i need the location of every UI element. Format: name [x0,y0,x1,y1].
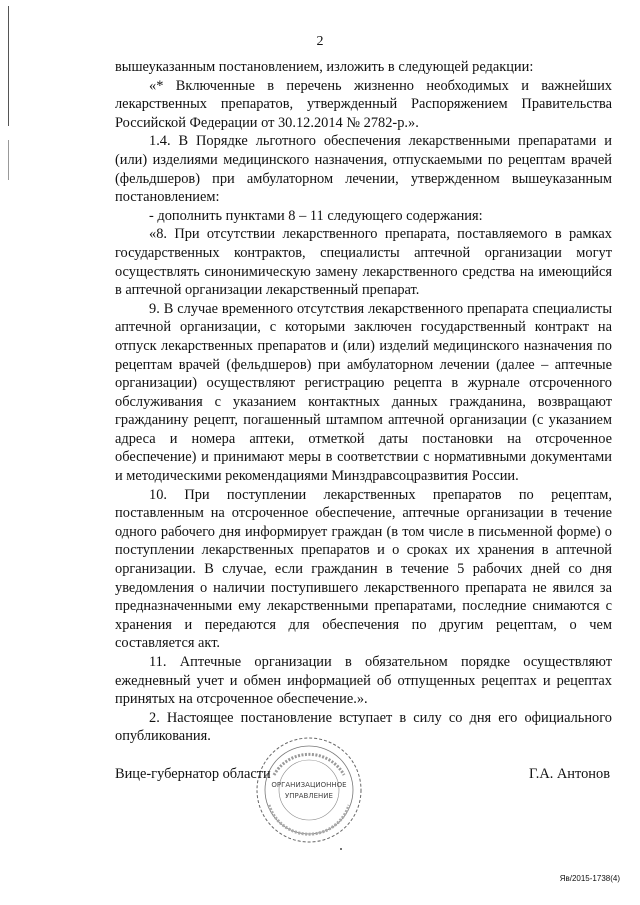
paragraph: вышеуказанным постановлением, изложить в следующей редакции: [115,59,534,75]
paragraph: 11. Аптечные организации в обязательном порядке осуществляют ежедневный учет и обмен информацией об отпущенных рецептах и рецептах принятых на отсроченное обеспечение.». [115,654,612,708]
paragraph: 9. В случае временного отсутствия лекарственного препарата специалисты аптечной организации, с которыми заключен государственный контракт на отпуск лекарственных препаратов и (или) изделий медицинского назначения по рецептам врачей (фельдшеров) при амбулаторном лечении (далее – аптечные организации) осуществляют регистрацию рецепта в журнале отсроченного обслуживания с указанием контактных данных гражданина, возвращают гражданину рецепт, погашенный штампом аптечной организации (с указанием адреса и номера аптеки, отметкой даты постановки на отсроченное обеспечение) и принимают меры в соответствии с нормативными документами и методическими рекомендациями Минздравсоцразвития России. [115,300,612,485]
paragraph: 10. При поступлении лекарственных препаратов по рецептам, поставленным на отсроченное обеспечение, аптечные организации в течение одного рабочего дня информирует граждан (в том числе в письменной форме) о поступлении лекарственных препаратов и о сроках их хранения в аптечной организации. В случае, если гражданин в течение 5 рабочих дней со дня уведомления о наличии поступившего лекарственного препарата не явился за предназначенными ему лекарственными препаратами, последние снимаются с хранения и передаются для обеспечения по другим рецептам, о чем составляется акт. [115,486,612,652]
paragraph: «* Включенные в перечень жизненно необходимых и важнейших лекарственных препаратов, утвержденный Распоряжением Правительства Российской Федерации от 30.12.2014 № 2782-р.». [115,77,612,131]
scan-edge-mark [8,140,9,180]
signatory-title: Вице-губернатор области [115,766,271,782]
stamp-line-1: ОРГАНИЗАЦИОННОЕ [271,781,347,789]
stamp-seal-icon [254,735,364,845]
scan-speck [340,848,342,850]
document-body [115,58,612,746]
page-number: 2 [316,34,324,49]
stamp-line-2: УПРАВЛЕНИЕ [285,792,333,800]
paragraph: - дополнить пунктами 8 – 11 следующего содержания: [149,207,483,224]
signatory-name: Г.А. Антонов [529,766,610,782]
paragraph: 1.4. В Порядке льготного обеспечения лекарственными препаратами и (или) изделиями медицинского назначения, отпускаемыми по рецептам врачей (фельдшеров) при амбулаторном лечении, утвержденном вышеуказанным постановлением: [115,133,612,206]
scan-edge-mark [8,6,9,126]
paragraph: «8. При отсутствии лекарственного препарата, поставляемого в рамках государственных контрактов, специалисты аптечной организации могут осуществлять синонимическую замену лекарственного средства на имеющийся в аптечной организации лекарственный препарат. [115,226,612,299]
organization-stamp [254,735,364,845]
paragraph: 2. Настоящее постановление вступает в силу со дня его официального опубликования. [115,709,612,745]
document-code: Яв/2015-1738(4) [559,874,620,883]
